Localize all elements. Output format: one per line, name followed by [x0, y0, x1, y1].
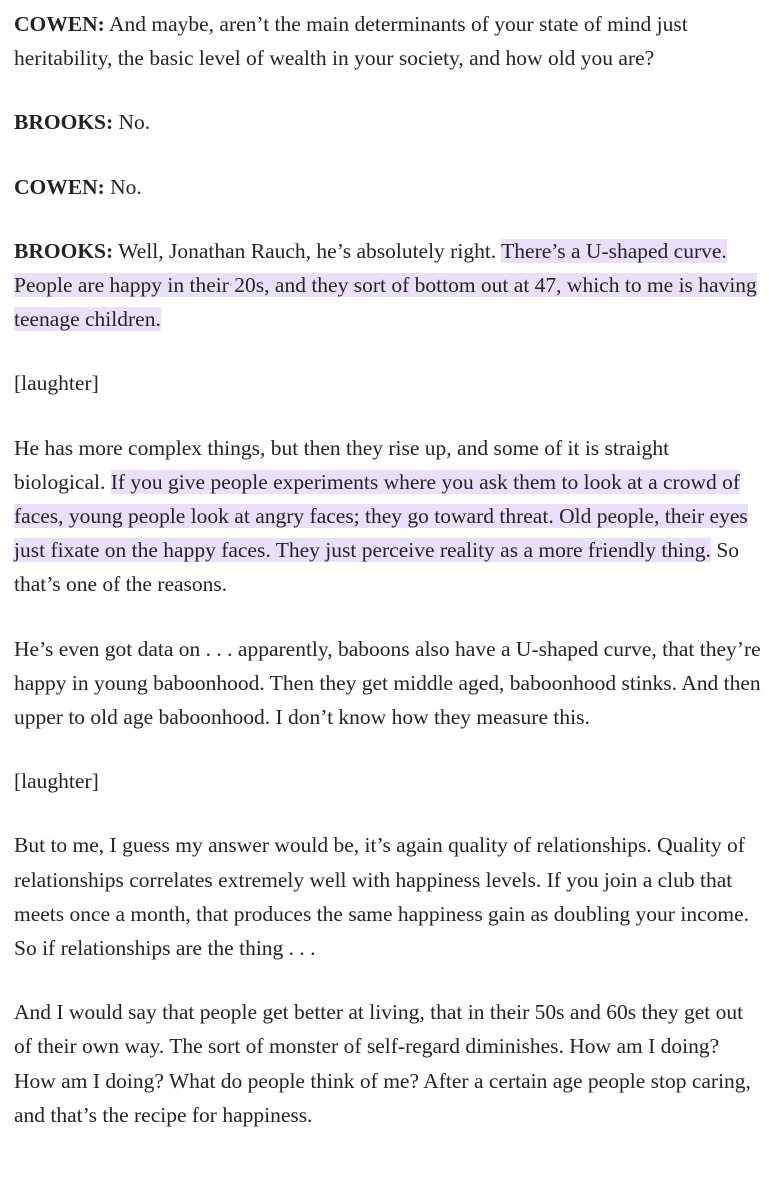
paragraph-text: And I would say that people get better at living, that in their 50s and 60s they get out of their own way. The sort of monster of self-regard diminishes. How am I doing? How am I doing? What do people think of me? After a certain age people stop caring, and that’s the recipe for happiness.	[14, 1000, 751, 1127]
speaker-label: COWEN:	[14, 12, 105, 36]
paragraph-text: And maybe, aren’t the main determinants of your state of mind just heritability, the basic level of wealth in your society, and how old you are?	[14, 12, 688, 71]
paragraph-text: [laughter]	[14, 371, 99, 396]
paragraph-text: He has more complex things, but then they rise up, and some of it is straight biological.	[14, 435, 670, 494]
paragraph-text: But to me, I guess my answer would be, it’s again quality of relationships. Quality of relationships correlates extremely well with happiness levels. If you join a club that meets once a month, that produces the same happiness gain as doubling your income. So if relationships are the thing . . .	[14, 833, 749, 961]
paragraph-text: Well, Jonathan Rauch, he’s absolutely right.	[113, 238, 502, 263]
paragraph-text: So that’s one of the reasons.	[14, 538, 740, 597]
paragraph-cowen-question	[14, 7, 762, 75]
paragraph-brooks-no	[14, 105, 762, 139]
stage-direction-laughter	[14, 366, 762, 400]
paragraph-baboons	[14, 632, 762, 735]
speaker-label: BROOKS:	[14, 110, 114, 135]
paragraph-better-at-living	[14, 995, 762, 1132]
paragraph-cowen-no	[14, 170, 762, 204]
paragraph-text: No.	[104, 174, 142, 199]
paragraph-text: [laughter]	[14, 769, 99, 794]
speaker-label: COWEN:	[14, 174, 105, 199]
speaker-label: BROOKS:	[14, 238, 114, 263]
highlighted-passage[interactable]: There’s a U-shaped curve. People are happy in their 20s, and they sort of bottom out at 47, which to me is having teenage children.	[14, 238, 757, 332]
paragraph-text: He’s even got data on . . . apparently, baboons also have a U-shaped curve, that they’re happy in young baboonhood. Then they get middle aged, baboonhood stinks. And then upper to old age baboonhood. I don’t know how they measure this.	[14, 636, 761, 730]
paragraph-biological	[14, 431, 762, 602]
paragraph-brooks-u-curve	[14, 234, 762, 337]
transcript-body	[14, 7, 762, 1162]
paragraph-relationships	[14, 828, 762, 965]
stage-direction-laughter	[14, 764, 762, 798]
highlighted-passage[interactable]: If you give people experiments where you ask them to look at a crowd of faces, young people look at angry faces; they go toward threat. Old people, their eyes just fixate on the happy faces. They just perceive reality as a more friendly thing.	[14, 469, 748, 563]
paragraph-text: No.	[113, 110, 151, 135]
